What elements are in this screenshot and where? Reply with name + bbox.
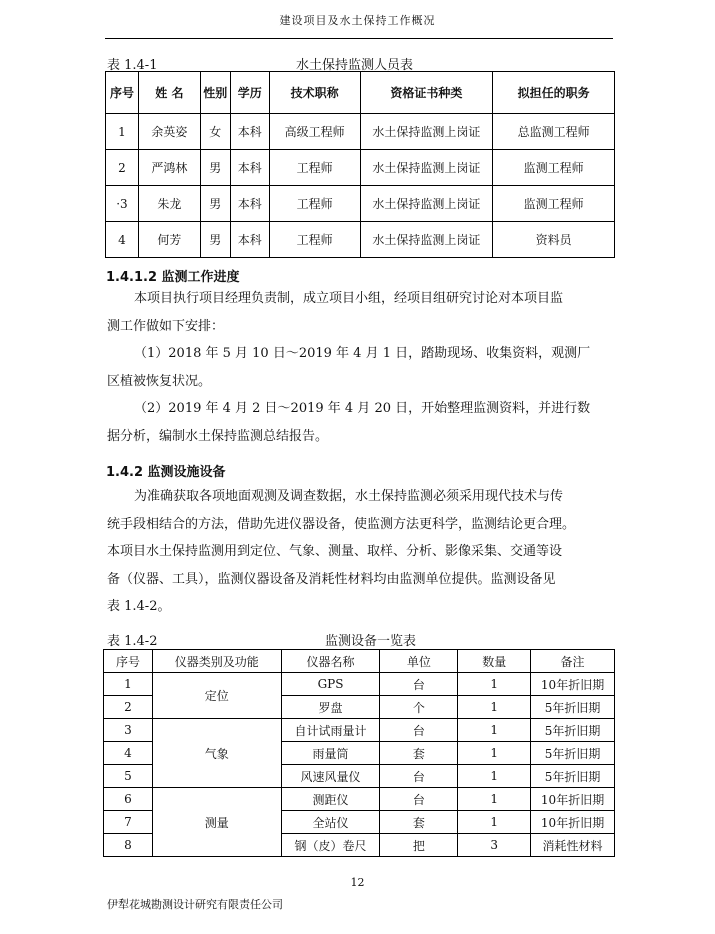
table-cell: 5年折旧期 xyxy=(531,696,615,719)
table-cell: 自计试雨量计 xyxy=(281,719,380,742)
table-cell: 雨量筒 xyxy=(281,742,380,765)
table-cell: 高级工程师 xyxy=(269,114,360,150)
footer-company: 伊犁花城勘测设计研究有限责任公司 xyxy=(107,898,283,911)
table-cell: 4 xyxy=(106,222,139,258)
header-cell: 性别 xyxy=(200,72,230,114)
table-cell: 个 xyxy=(380,696,458,719)
table-cell: 台 xyxy=(380,673,458,696)
header-rule xyxy=(105,38,613,39)
table-cell: 男 xyxy=(200,186,230,222)
paragraph-line: 本项目水土保持监测用到定位、气象、测量、取样、分析、影像采集、交通等设 xyxy=(107,544,563,559)
table-cell: 全站仪 xyxy=(281,811,380,834)
paragraph-line: 测工作做如下安排： xyxy=(107,318,225,334)
table-cell: 本科 xyxy=(230,114,269,150)
section-1412-body xyxy=(107,285,615,450)
table-cell: 2 xyxy=(106,150,139,186)
table-cell: 总监测工程师 xyxy=(493,114,615,150)
table-cell: 本科 xyxy=(230,150,269,186)
paragraph-line: （2）2019 年 4 月 2 日～2019 年 4 月 20 日，开始整理监测资料，并进行数 xyxy=(134,401,591,416)
table-cell: 消耗性材料 xyxy=(531,834,615,857)
table-cell: 女 xyxy=(200,114,230,150)
table-cell: 水土保持监测上岗证 xyxy=(360,150,493,186)
header-cell: 数量 xyxy=(458,650,531,673)
page-header-title: 建设项目及水土保持工作概况 xyxy=(279,14,436,27)
header-cell: 资格证书种类 xyxy=(360,72,493,114)
table-cell: 5年折旧期 xyxy=(531,742,615,765)
table-cell: 罗盘 xyxy=(281,696,380,719)
table-cell: 1 xyxy=(458,696,531,719)
paragraph-line: 据分析，编制水土保持监测总结报告。 xyxy=(107,428,329,444)
group-cell: 气象 xyxy=(152,719,281,788)
table-row xyxy=(106,186,615,222)
table-cell: 本科 xyxy=(230,186,269,222)
table-cell: 1 xyxy=(106,114,139,150)
table-cell: 男 xyxy=(200,150,230,186)
paragraph-line: 备（仪器、工具），监测仪器设备及消耗性材料均由监测单位提供。监测设备见 xyxy=(107,571,556,587)
equipment-table xyxy=(103,649,615,857)
table-cell: 1 xyxy=(104,673,153,696)
table-cell: 严鸿林 xyxy=(138,150,200,186)
table-row xyxy=(106,150,615,186)
table-cell: 工程师 xyxy=(269,186,360,222)
table-row xyxy=(106,114,615,150)
table-cell: 5 xyxy=(104,765,153,788)
section-heading-1412: 1.4.1.2 监测工作进度 xyxy=(106,270,240,285)
section-142-body xyxy=(107,483,615,621)
paragraph-line: （1）2018 年 5 月 10 日～2019 年 4 月 1 日，踏勘现场、收集资料，观测厂 xyxy=(134,346,591,361)
table-cell: 10年折旧期 xyxy=(531,811,615,834)
table-cell: 10年折旧期 xyxy=(531,673,615,696)
table-cell: 台 xyxy=(380,765,458,788)
table-cell: 水土保持监测上岗证 xyxy=(360,114,493,150)
table-cell: 把 xyxy=(380,834,458,857)
table-cell: 套 xyxy=(380,742,458,765)
table-cell: 余英姿 xyxy=(138,114,200,150)
header-cell: 拟担任的职务 xyxy=(493,72,615,114)
table-cell: 套 xyxy=(380,811,458,834)
header-cell: 序号 xyxy=(106,72,139,114)
header-cell: 仪器名称 xyxy=(281,650,380,673)
table-cell: 8 xyxy=(104,834,153,857)
table-row xyxy=(104,788,615,811)
table-cell: 1 xyxy=(458,811,531,834)
table-cell: 3 xyxy=(458,834,531,857)
table-row xyxy=(106,222,615,258)
table-cell: 台 xyxy=(380,788,458,811)
table-header-row xyxy=(104,650,615,673)
table-cell: 监测工程师 xyxy=(493,186,615,222)
header-cell: 学历 xyxy=(230,72,269,114)
header-cell: 姓 名 xyxy=(138,72,200,114)
table-cell: 2 xyxy=(104,696,153,719)
table-cell: 10年折旧期 xyxy=(531,788,615,811)
table-cell: 钢（皮）卷尺 xyxy=(281,834,380,857)
paragraph-line: 统手段相结合的方法，借助先进仪器设备，使监测方法更科学，监测结论更合理。 xyxy=(107,516,576,532)
table-cell: 1 xyxy=(458,742,531,765)
table-cell: 7 xyxy=(104,811,153,834)
paragraph-line: 区植被恢复状况。 xyxy=(107,373,212,389)
table-cell: 1 xyxy=(458,719,531,742)
table-cell: 1 xyxy=(458,788,531,811)
table-cell: 水土保持监测上岗证 xyxy=(360,222,493,258)
table2-number: 表 1.4-2 xyxy=(107,634,158,649)
header-cell: 单位 xyxy=(380,650,458,673)
table-cell: 1 xyxy=(458,673,531,696)
page-number: 12 xyxy=(350,876,365,889)
staff-table xyxy=(105,71,615,258)
table-row xyxy=(104,719,615,742)
table-row xyxy=(104,673,615,696)
table-cell: 6 xyxy=(104,788,153,811)
group-cell: 定位 xyxy=(152,673,281,719)
table-cell: 风速风量仪 xyxy=(281,765,380,788)
table-cell: 1 xyxy=(458,765,531,788)
table-cell: 台 xyxy=(380,719,458,742)
table-cell: 4 xyxy=(104,742,153,765)
table2-title: 监测设备一览表 xyxy=(325,634,417,649)
table-cell: 水土保持监测上岗证 xyxy=(360,186,493,222)
table-cell: 5年折旧期 xyxy=(531,765,615,788)
table-cell: 5年折旧期 xyxy=(531,719,615,742)
paragraph-line: 为准确获取各项地面观测及调查数据，水土保持监测必须采用现代技术与传 xyxy=(134,489,564,504)
table-header-row xyxy=(106,72,615,114)
header-cell: 仪器类别及功能 xyxy=(152,650,281,673)
table1-number: 表 1.4-1 xyxy=(107,58,158,73)
table-cell: 何芳 xyxy=(138,222,200,258)
table-cell: 工程师 xyxy=(269,222,360,258)
table-cell: 资料员 xyxy=(493,222,615,258)
paragraph-line: 表 1.4-2。 xyxy=(107,599,171,614)
section-heading-142: 1.4.2 监测设施设备 xyxy=(106,465,226,480)
group-cell: 测量 xyxy=(152,788,281,857)
header-cell: 备注 xyxy=(531,650,615,673)
table-cell: 3 xyxy=(104,719,153,742)
header-cell: 技术职称 xyxy=(269,72,360,114)
table-cell: GPS xyxy=(281,673,380,696)
header-cell: 序号 xyxy=(104,650,153,673)
table-cell: 监测工程师 xyxy=(493,150,615,186)
table-cell: 工程师 xyxy=(269,150,360,186)
table-cell: 测距仪 xyxy=(281,788,380,811)
table-cell: 本科 xyxy=(230,222,269,258)
table-cell: 男 xyxy=(200,222,230,258)
paragraph-line: 本项目执行项目经理负责制，成立项目小组，经项目组研究讨论对本项目监 xyxy=(134,291,564,306)
table-cell: 朱龙 xyxy=(138,186,200,222)
table1-title: 水土保持监测人员表 xyxy=(296,58,414,73)
table-cell: ·3 xyxy=(106,186,139,222)
